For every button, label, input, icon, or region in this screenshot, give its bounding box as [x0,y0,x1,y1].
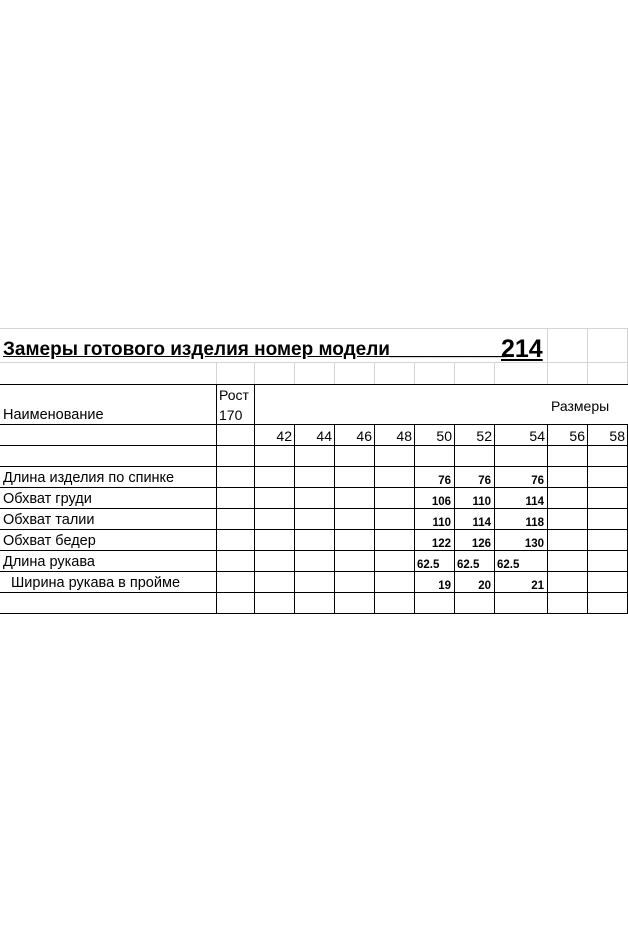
value-cell: 76 [478,475,491,487]
row-label: Обхват бедер [3,533,96,549]
value-cell: 114 [525,496,544,508]
grid-line [547,328,548,384]
height-value: 170 [219,407,243,423]
value-cell: 62.5 [457,559,480,571]
table-border [494,424,495,613]
value-cell: 110 [432,517,451,529]
value-cell: 110 [472,496,491,508]
table-border [0,571,628,572]
table-border [454,424,455,613]
size-cell: 46 [356,428,372,444]
value-cell: 122 [431,538,451,550]
table-border [254,384,255,613]
size-cell: 48 [396,428,412,444]
table-border [414,424,415,613]
row-label: Ширина рукава в пройме [11,575,181,591]
row-label: Длина рукава [3,554,95,570]
sheet-title: Замеры готового изделия номер модели___________ [3,339,507,360]
size-cell: 50 [436,428,452,444]
grid-line [294,362,295,384]
value-cell: 62.5 [497,559,520,571]
grid-line [414,362,415,384]
height-label: Рост [219,387,249,403]
value-cell: 114 [472,517,491,529]
grid-line [334,362,335,384]
size-cell: 58 [609,428,625,444]
value-cell: 62.5 [417,559,440,571]
value-cell: 76 [531,475,544,487]
table-border [0,424,628,425]
value-cell: 118 [525,517,544,529]
table-border [334,424,335,613]
table-border [587,424,588,613]
sizes-header: Размеры [551,398,610,414]
grid-line [454,362,455,384]
size-cell: 42 [276,428,292,444]
table-border [374,424,375,613]
row-label: Длина изделия по спинке [3,470,175,486]
table-border [294,424,295,613]
table-border [0,613,628,614]
size-cell: 54 [529,428,545,444]
model-number: 214 [501,335,543,363]
size-cell: 44 [316,428,332,444]
name-column-header: Наименование [3,407,104,423]
grid-line [216,362,217,384]
value-cell: 106 [431,496,451,508]
row-label: Обхват груди [3,491,92,507]
table-border [0,445,628,446]
size-cell: 56 [569,428,585,444]
value-cell: 20 [478,580,491,592]
size-cell: 52 [476,428,492,444]
table-border [0,466,628,467]
grid-line [374,362,375,384]
value-cell: 130 [524,538,544,550]
value-cell: 21 [531,580,544,592]
table-border [547,424,548,613]
grid-line [254,362,255,384]
table-border [216,384,217,613]
table-border [0,384,628,385]
value-cell: 19 [438,580,451,592]
value-cell: 76 [438,475,451,487]
grid-line [494,362,495,384]
grid-line [587,328,588,384]
row-label: Обхват талии [3,512,95,528]
value-cell: 126 [471,538,491,550]
grid-line [0,328,628,329]
